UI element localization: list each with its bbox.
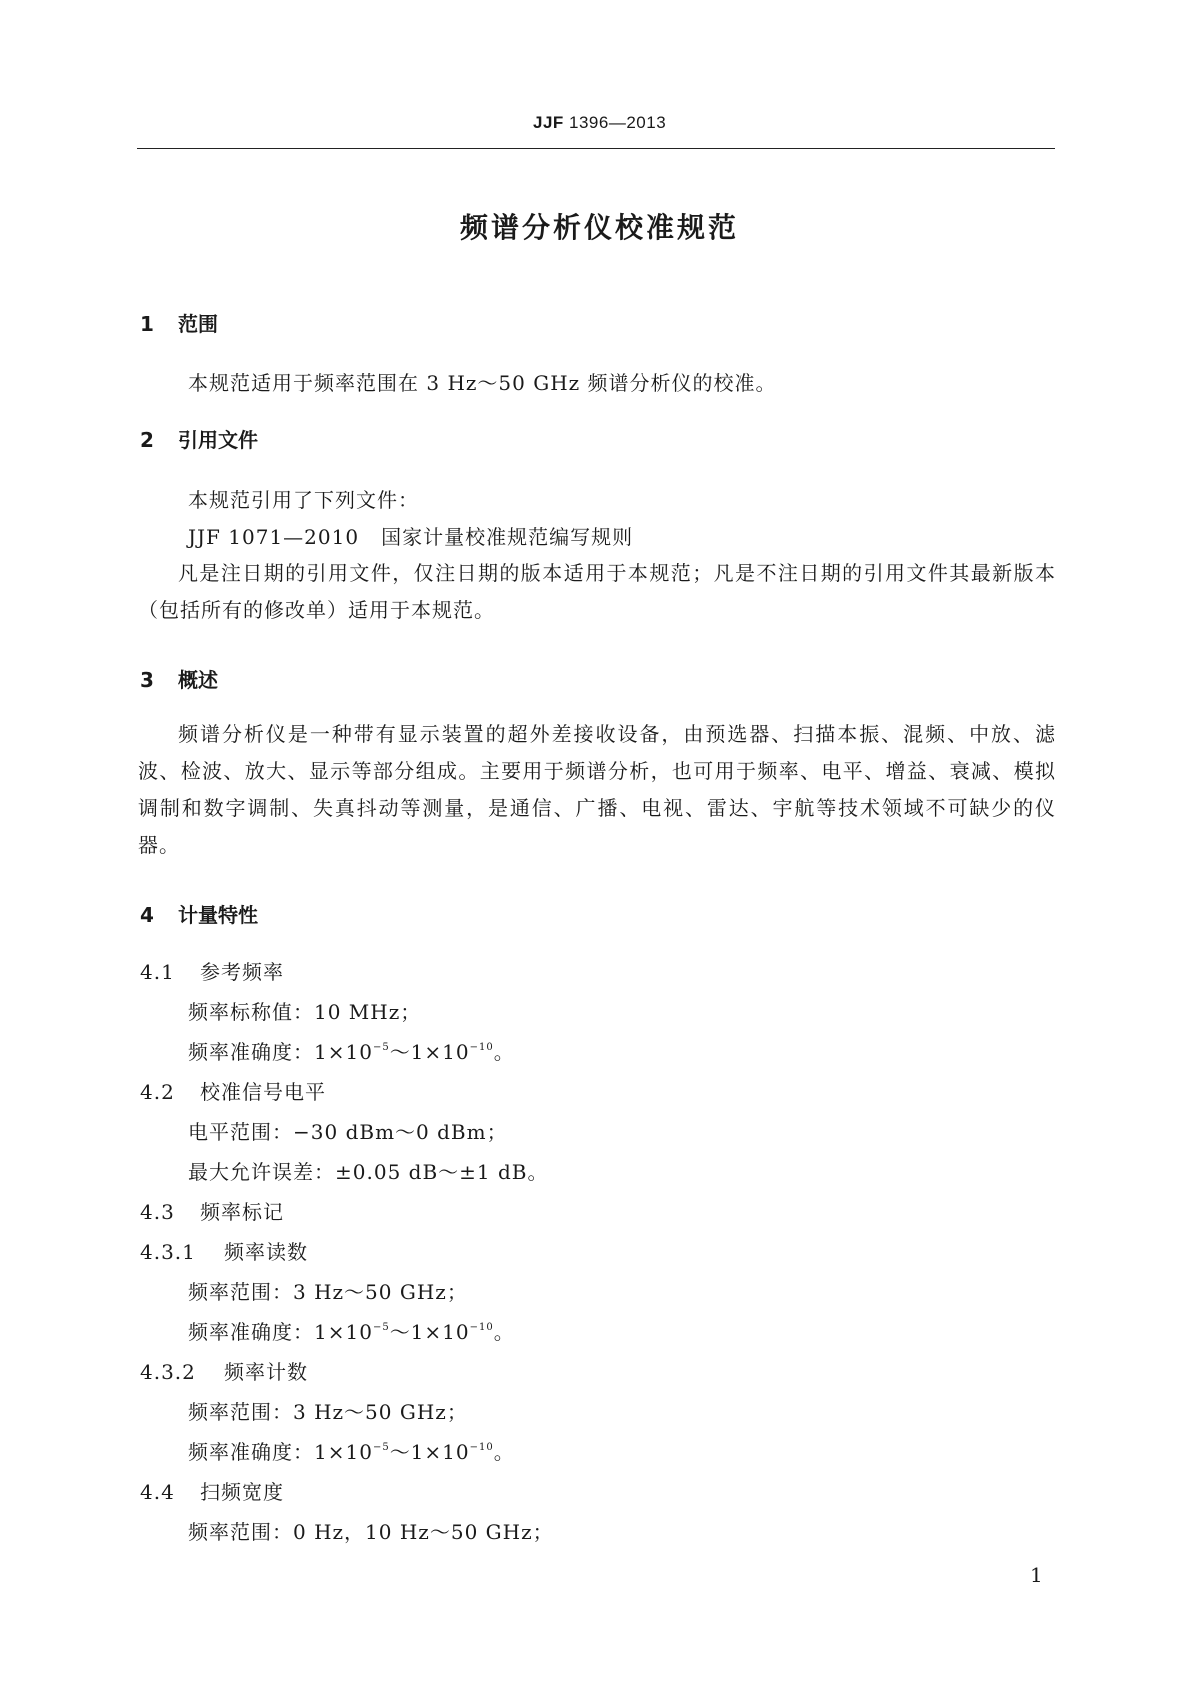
clause-number: 4.1 [140, 960, 175, 984]
section-heading-1 [140, 308, 218, 337]
spec-line [188, 1036, 515, 1065]
clause-number: 4.2 [140, 1080, 175, 1104]
section-heading-4 [140, 899, 258, 928]
exponent: −10 [469, 1442, 494, 1453]
clause-number: 4.3.1 [140, 1240, 196, 1264]
clause-heading-4-2 [140, 1076, 326, 1105]
spec-line: 频率范围：0 Hz，10 Hz～50 GHz； [188, 1520, 554, 1544]
exponent: −5 [372, 1042, 390, 1053]
section-number: 2 [140, 428, 154, 452]
section-title: 计量特性 [178, 903, 258, 927]
header-rule [137, 148, 1055, 149]
page-title: 频谱分析仪校准规范 [460, 211, 740, 244]
clause-heading-4-3-2 [140, 1356, 308, 1385]
spec-line: 频率标称值：10 MHz； [188, 1000, 422, 1024]
paragraph: 本规范适用于频率范围在 3 Hz～50 GHz 频谱分析仪的校准。 [188, 371, 777, 395]
clause-title: 参考频率 [200, 960, 284, 984]
clause-title: 频率计数 [224, 1360, 308, 1384]
spec-text: 频率准确度：1×10 [188, 1040, 373, 1064]
clause-title: 频率标记 [200, 1200, 284, 1224]
paragraph: 本规范引用了下列文件： [188, 488, 419, 512]
reference-title: 国家计量校准规范编写规则 [381, 525, 634, 549]
clause-title: 扫频宽度 [200, 1480, 284, 1504]
clause-title: 频率读数 [224, 1240, 308, 1264]
exponent: −10 [469, 1322, 494, 1333]
reference-code: JJF 1071—2010 [188, 525, 360, 549]
section-number: 4 [140, 903, 154, 927]
clause-title: 校准信号电平 [200, 1080, 326, 1104]
section-heading-2 [140, 424, 258, 453]
spec-line: 频率范围：3 Hz～50 GHz； [188, 1400, 468, 1424]
spec-line: 频率范围：3 Hz～50 GHz； [188, 1280, 468, 1304]
header-code-rest: 1396—2013 [563, 113, 667, 132]
spec-line: 最大允许误差：±0.05 dB～±1 dB。 [188, 1160, 549, 1184]
clause-heading-4-4 [140, 1476, 284, 1505]
section-number: 3 [140, 668, 154, 692]
spec-line [188, 1436, 515, 1465]
section-heading-3 [140, 664, 218, 693]
spec-text: 。 [493, 1040, 515, 1064]
paragraph: 频谱分析仪是一种带有显示装置的超外差接收设备，由预选器、扫描本振、混频、中放、滤波、检波、放大、显示等部分组成。主要用于频谱分析，也可用于频率、电平、增益、衰减、模拟调制和数字调制、失真抖动等测量，是通信、广播、电视、雷达、宇航等技术领域不可缺少的仪器。 [138, 722, 1056, 857]
section-title: 概述 [178, 668, 218, 692]
clause-heading-4-3 [140, 1196, 284, 1225]
clause-number: 4.3 [140, 1200, 175, 1224]
section-number: 1 [140, 312, 154, 336]
spec-line [188, 1316, 515, 1345]
exponent: −10 [469, 1042, 494, 1053]
section-title: 范围 [178, 312, 218, 336]
running-header [533, 113, 666, 133]
exponent: −5 [372, 1442, 390, 1453]
spec-text: ～1×10 [389, 1040, 470, 1064]
clause-number: 4.3.2 [140, 1360, 196, 1384]
spec-text: 频率准确度：1×10 [188, 1440, 373, 1464]
page-number: 1 [1030, 1563, 1043, 1587]
reference-entry [188, 521, 633, 550]
section-title: 引用文件 [178, 428, 258, 452]
clause-number: 4.4 [140, 1480, 175, 1504]
spec-text: 。 [493, 1440, 515, 1464]
header-code-bold: JJF [533, 113, 564, 132]
paragraph: 凡是注日期的引用文件，仅注日期的版本适用于本规范；凡是不注日期的引用文件其最新版本（包括所有的修改单）适用于本规范。 [138, 561, 1056, 622]
spec-text: 。 [493, 1320, 515, 1344]
spec-text: ～1×10 [389, 1440, 470, 1464]
spec-text: ～1×10 [389, 1320, 470, 1344]
spec-line: 电平范围：−30 dBm～0 dBm； [188, 1120, 508, 1144]
clause-heading-4-3-1 [140, 1236, 308, 1265]
clause-heading-4-1 [140, 956, 284, 985]
exponent: −5 [372, 1322, 390, 1333]
spec-text: 频率准确度：1×10 [188, 1320, 373, 1344]
